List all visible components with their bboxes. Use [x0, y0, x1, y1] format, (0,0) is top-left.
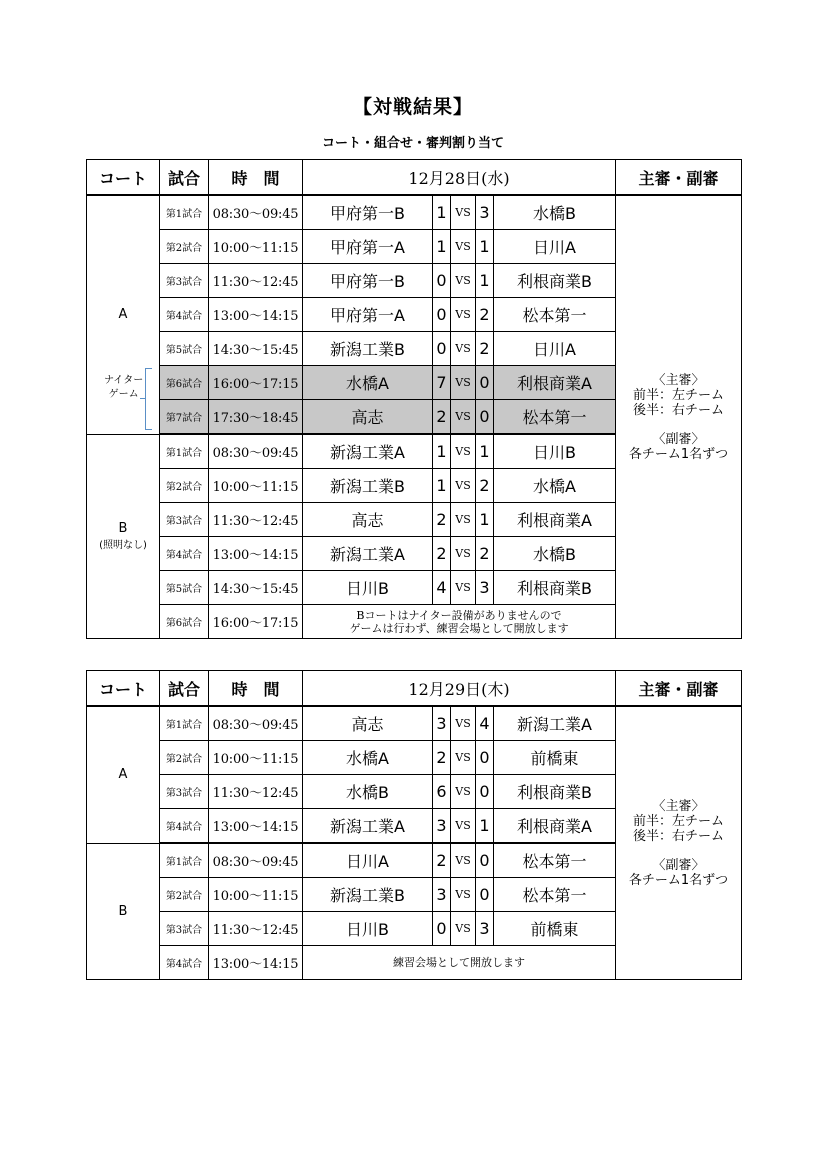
away-score: 1: [476, 809, 494, 844]
referee-main-first: 前半：左チーム: [633, 387, 725, 403]
referee-assignment: [616, 706, 742, 980]
away-team: 新潟工業A: [494, 706, 616, 741]
game-time: 13:00～14:15: [209, 946, 303, 980]
game-number: 第1試合: [160, 195, 209, 230]
game-number: 第3試合: [160, 912, 209, 946]
away-team: 日川A: [494, 332, 616, 366]
header-referee: 主審・副審: [616, 671, 742, 707]
game-time: 11:30～12:45: [209, 775, 303, 809]
header-time: 時 間: [209, 160, 303, 196]
game-time: 10:00～11:15: [209, 469, 303, 503]
game-time: 17:30～18:45: [209, 400, 303, 435]
home-team: 新潟工業A: [303, 434, 433, 469]
away-score: 3: [476, 912, 494, 946]
night-game-label: ナイター ゲーム: [104, 375, 144, 400]
referee-main-title: 〈主審〉: [652, 372, 705, 388]
vs-label: VS: [451, 775, 476, 809]
away-team: 利根商業A: [494, 503, 616, 537]
vs-label: VS: [451, 878, 476, 912]
table-header-row: [87, 160, 742, 196]
game-time: 08:30～09:45: [209, 843, 303, 878]
home-score: 2: [433, 741, 451, 775]
away-team: 水橋B: [494, 537, 616, 571]
home-team: 高志: [303, 706, 433, 741]
home-score: 2: [433, 537, 451, 571]
referee-gap: [616, 844, 741, 858]
away-score: 2: [476, 298, 494, 332]
away-score: 1: [476, 264, 494, 298]
away-score: 3: [476, 571, 494, 605]
vs-label: VS: [451, 706, 476, 741]
away-team: 日川B: [494, 434, 616, 469]
schedule-table-day2: [86, 670, 742, 980]
referee-gap: [616, 418, 741, 432]
away-team: 松本第一: [494, 400, 616, 435]
vs-label: VS: [451, 434, 476, 469]
home-score: 0: [433, 912, 451, 946]
away-team: 水橋A: [494, 469, 616, 503]
home-score: 2: [433, 843, 451, 878]
court-note-line: ゲームは行わず、練習会場として開放します: [349, 621, 569, 635]
game-number: 第2試合: [160, 878, 209, 912]
away-team: 前橋東: [494, 741, 616, 775]
away-team: 利根商業B: [494, 571, 616, 605]
referee-main-title: 〈主審〉: [652, 798, 705, 814]
away-team: 松本第一: [494, 878, 616, 912]
home-team: 日川A: [303, 843, 433, 878]
home-score: 0: [433, 264, 451, 298]
court-name: B: [118, 521, 128, 537]
away-score: 0: [476, 741, 494, 775]
vs-label: VS: [451, 741, 476, 775]
header-court: コート: [87, 671, 160, 707]
header-game: 試合: [160, 160, 209, 196]
vs-label: VS: [451, 332, 476, 366]
header-time: 時 間: [209, 671, 303, 707]
referee-main-first: 前半：左チーム: [633, 813, 725, 829]
game-time: 16:00～17:15: [209, 366, 303, 400]
home-score: 1: [433, 434, 451, 469]
game-number: 第2試合: [160, 741, 209, 775]
court-note-line: Bコートはナイター設備がありませんので: [356, 608, 562, 622]
away-score: 2: [476, 469, 494, 503]
away-team: 利根商業B: [494, 775, 616, 809]
vs-label: VS: [451, 503, 476, 537]
home-team: 高志: [303, 503, 433, 537]
table-header-row: [87, 671, 742, 707]
game-time: 10:00～11:15: [209, 741, 303, 775]
home-team: 日川B: [303, 912, 433, 946]
vs-label: VS: [451, 469, 476, 503]
game-time: 11:30～12:45: [209, 503, 303, 537]
away-score: 3: [476, 195, 494, 230]
game-time: 13:00～14:15: [209, 298, 303, 332]
away-score: 0: [476, 878, 494, 912]
court-note: (照明なし): [99, 540, 147, 552]
home-team: 高志: [303, 400, 433, 435]
vs-label: VS: [451, 843, 476, 878]
away-score: 2: [476, 537, 494, 571]
vs-label: VS: [451, 195, 476, 230]
game-number: 第4試合: [160, 809, 209, 844]
game-time: 08:30～09:45: [209, 195, 303, 230]
header-referee: 主審・副審: [616, 160, 742, 196]
game-time: 13:00～14:15: [209, 537, 303, 571]
court-name: A: [118, 767, 128, 783]
away-team: 水橋B: [494, 195, 616, 230]
game-time: 08:30～09:45: [209, 706, 303, 741]
game-number: 第1試合: [160, 434, 209, 469]
home-score: 0: [433, 298, 451, 332]
game-time: 08:30～09:45: [209, 434, 303, 469]
game-number: 第4試合: [160, 537, 209, 571]
court-note-cell: [303, 605, 616, 639]
page-title: 【対戦結果】: [352, 96, 473, 118]
referee-main-second: 後半：右チーム: [633, 402, 725, 418]
game-number: 第5試合: [160, 571, 209, 605]
home-team: 水橋A: [303, 366, 433, 400]
header-game: 試合: [160, 671, 209, 707]
away-score: 1: [476, 503, 494, 537]
away-team: 松本第一: [494, 298, 616, 332]
page-subtitle: コート・組合せ・審判割り当て: [321, 136, 504, 151]
away-team: 松本第一: [494, 843, 616, 878]
game-time: 10:00～11:15: [209, 878, 303, 912]
home-score: 1: [433, 195, 451, 230]
game-number: 第7試合: [160, 400, 209, 435]
home-score: 6: [433, 775, 451, 809]
away-score: 2: [476, 332, 494, 366]
table-row: [87, 195, 742, 230]
referee-sub-title: 〈副審〉: [652, 431, 705, 447]
game-number: 第3試合: [160, 264, 209, 298]
home-team: 甲府第一A: [303, 230, 433, 264]
game-number: 第2試合: [160, 230, 209, 264]
away-team: 利根商業B: [494, 264, 616, 298]
game-time: 14:30～15:45: [209, 571, 303, 605]
vs-label: VS: [451, 912, 476, 946]
referee-assignment: [616, 195, 742, 639]
table-row: [87, 706, 742, 741]
away-score: 1: [476, 434, 494, 469]
home-score: 3: [433, 706, 451, 741]
game-number: 第6試合: [160, 605, 209, 639]
home-team: 新潟工業A: [303, 537, 433, 571]
away-team: 前橋東: [494, 912, 616, 946]
vs-label: VS: [451, 230, 476, 264]
away-team: 利根商業A: [494, 366, 616, 400]
referee-sub-text: 各チーム1名ずつ: [628, 446, 729, 462]
home-team: 新潟工業B: [303, 332, 433, 366]
home-score: 2: [433, 503, 451, 537]
vs-label: VS: [451, 400, 476, 435]
vs-label: VS: [451, 537, 476, 571]
header-court: コート: [87, 160, 160, 196]
court-name: B: [118, 903, 128, 919]
home-team: 新潟工業B: [303, 469, 433, 503]
vs-label: VS: [451, 809, 476, 844]
game-time: 10:00～11:15: [209, 230, 303, 264]
game-number: 第4試合: [160, 946, 209, 980]
vs-label: VS: [451, 571, 476, 605]
home-team: 水橋B: [303, 775, 433, 809]
game-time: 16:00～17:15: [209, 605, 303, 639]
game-number: 第1試合: [160, 843, 209, 878]
game-number: 第1試合: [160, 706, 209, 741]
home-score: 1: [433, 469, 451, 503]
vs-label: VS: [451, 366, 476, 400]
away-score: 1: [476, 230, 494, 264]
court-note-cell: 練習会場として開放します: [303, 946, 616, 980]
away-team: 利根商業A: [494, 809, 616, 844]
home-score: 3: [433, 878, 451, 912]
home-team: 甲府第一B: [303, 195, 433, 230]
game-number: 第2試合: [160, 469, 209, 503]
away-score: 4: [476, 706, 494, 741]
game-number: 第3試合: [160, 775, 209, 809]
home-team: 新潟工業A: [303, 809, 433, 844]
away-score: 0: [476, 400, 494, 435]
away-score: 0: [476, 366, 494, 400]
vs-label: VS: [451, 264, 476, 298]
home-team: 日川B: [303, 571, 433, 605]
game-time: 11:30～12:45: [209, 264, 303, 298]
referee-sub-title: 〈副審〉: [652, 857, 705, 873]
court-name: A: [118, 307, 128, 323]
home-team: 甲府第一B: [303, 264, 433, 298]
home-team: 甲府第一A: [303, 298, 433, 332]
vs-label: VS: [451, 298, 476, 332]
schedule-table-day1: [86, 159, 742, 639]
game-number: 第6試合: [160, 366, 209, 400]
court-cell: [87, 195, 160, 434]
home-score: 1: [433, 230, 451, 264]
court-cell: [87, 434, 160, 639]
header-date: 12月28日(水): [303, 160, 616, 196]
home-score: 2: [433, 400, 451, 435]
home-team: 水橋A: [303, 741, 433, 775]
court-cell: [87, 706, 160, 843]
court-cell: [87, 843, 160, 980]
home-score: 0: [433, 332, 451, 366]
home-score: 7: [433, 366, 451, 400]
game-time: 11:30～12:45: [209, 912, 303, 946]
referee-sub-text: 各チーム1名ずつ: [628, 872, 729, 888]
home-team: 新潟工業B: [303, 878, 433, 912]
away-score: 0: [476, 843, 494, 878]
referee-main-second: 後半：右チーム: [633, 828, 725, 844]
away-score: 0: [476, 775, 494, 809]
game-time: 14:30～15:45: [209, 332, 303, 366]
home-score: 3: [433, 809, 451, 844]
away-team: 日川A: [494, 230, 616, 264]
game-number: 第4試合: [160, 298, 209, 332]
header-date: 12月29日(木): [303, 671, 616, 707]
home-score: 4: [433, 571, 451, 605]
game-time: 13:00～14:15: [209, 809, 303, 844]
game-number: 第3試合: [160, 503, 209, 537]
game-number: 第5試合: [160, 332, 209, 366]
